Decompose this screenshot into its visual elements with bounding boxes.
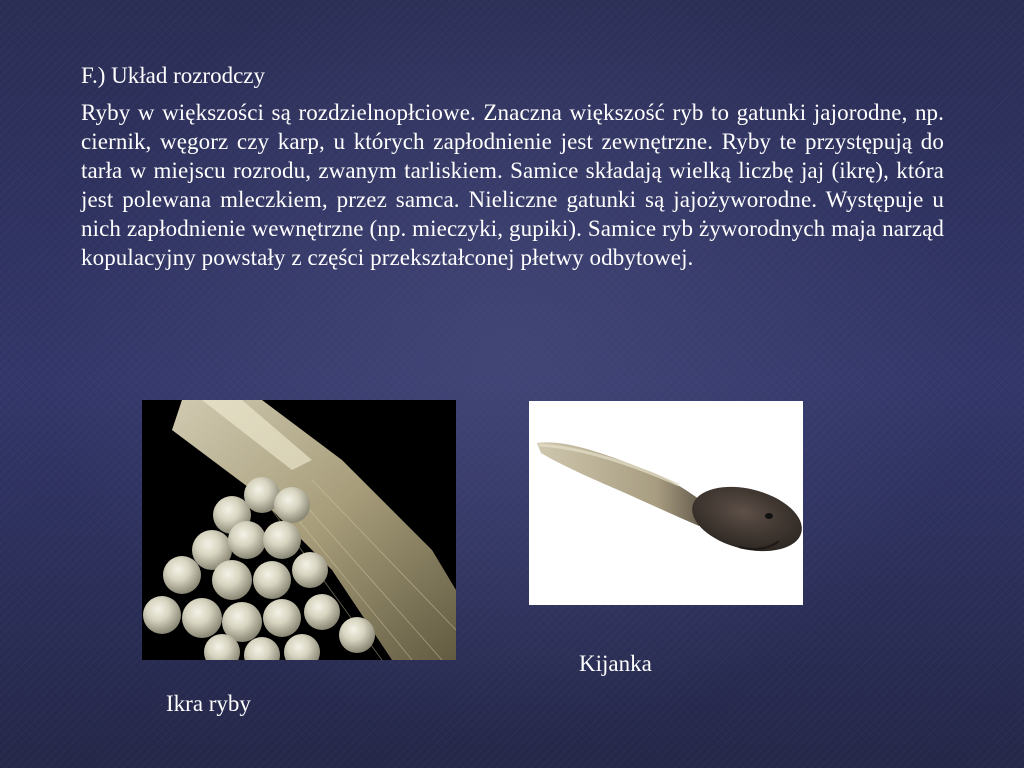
tadpole-caption: Kijanka	[579, 651, 652, 676]
tadpole-photo	[529, 401, 803, 605]
slide-body-text: Ryby w większości są rozdzielnopłciowe. Znaczna większość ryb to gatunki jajorodne, np. ciernik, węgorz czy karp, u których zapłodnienie jest zewnętrzne. Ryby te przystępują do tarła w miejscu rozrodu, zwanym tarliskiem. Samice składają wielką liczbę jaj (ikrę), która jest polewana mleczkiem, przez samca. Nieliczne gatunki są jajożyworodne. Występuje u nich zapłodnienie wewnętrzne (np. mieczyki, gupiki). Samice ryb żyworodnych maja narząd kopulacyjny powstały z części przekształconej płetwy odbytowej.	[81, 100, 944, 270]
slide-title: F.) Układ rozrodczy	[81, 63, 266, 88]
fish-eggs-caption: Ikra ryby	[166, 691, 251, 716]
fish-eggs-photo	[142, 400, 456, 660]
